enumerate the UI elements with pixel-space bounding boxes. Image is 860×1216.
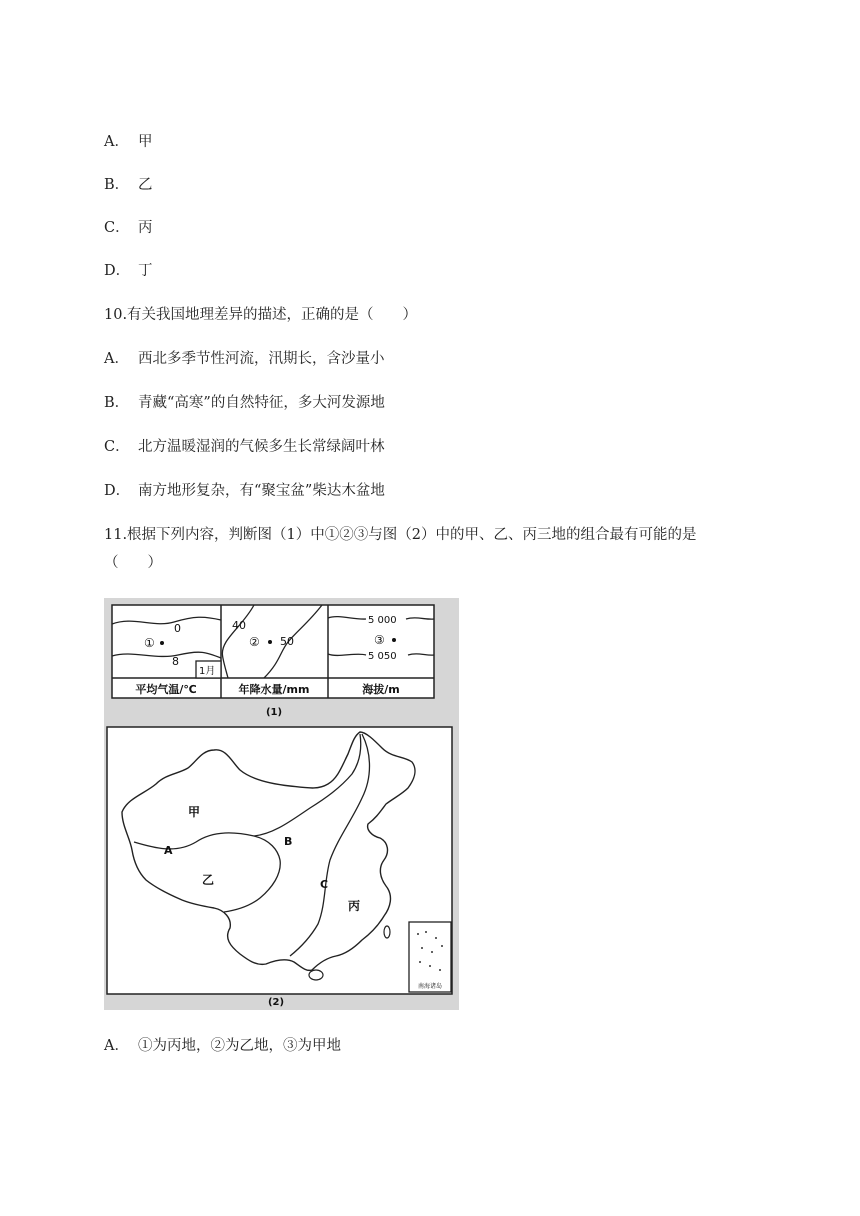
q10-option-d: D． 南方地形复杂，有“聚宝盆”柴达木盆地 (104, 483, 385, 499)
panel1-iso-top: 0 (174, 622, 181, 635)
panel3-iso-top: 5 000 (368, 615, 397, 626)
figure (104, 598, 459, 1010)
q10-option-b: B． 青藏“高寒”的自然特征，多大河发源地 (104, 395, 385, 411)
option-a: A． 甲 (104, 134, 153, 150)
figure-1 (112, 605, 434, 718)
q11-stem-line1: 11.根据下列内容，判断图（1）中①②③与图（2）中的甲、乙、丙三地的组合最有可能的是 (104, 527, 697, 543)
region-jia: 甲 (188, 805, 201, 819)
panel2-iso-left: 40 (232, 619, 246, 632)
figure2-label: (2) (267, 997, 285, 1008)
option-b: B． 乙 (104, 177, 153, 193)
region-bing: 丙 (348, 899, 361, 913)
line-label-c: C (320, 878, 329, 891)
q11-option-a: A． ①为丙地，②为乙地，③为甲地 (104, 1038, 341, 1054)
panel3-point: ③ (374, 633, 385, 647)
panel2-point: ② (249, 635, 260, 649)
panel2-iso-right: 50 (280, 635, 294, 648)
line-label-a: A (164, 844, 173, 857)
panel1-dot (160, 641, 164, 645)
option-c: C． 丙 (104, 220, 153, 236)
taiwan-island (384, 926, 390, 938)
figure1-label: (1) (265, 707, 283, 718)
region-yi: 乙 (202, 873, 215, 887)
panel1-point: ① (144, 636, 155, 650)
panel2-dot (268, 640, 272, 644)
q11-stem-line2: （ ） (104, 555, 162, 571)
figure-svg (104, 598, 459, 1010)
panel3-caption: 海拔/m (362, 683, 400, 696)
inset-box (409, 922, 451, 992)
q10-option-c: C． 北方温暖湿润的气候多生长常绿阔叶林 (104, 439, 385, 455)
line-label-b: B (284, 835, 293, 848)
panel3-dot (392, 638, 396, 642)
panel1-iso-bottom: 8 (172, 655, 179, 668)
panel3-iso-bottom: 5 050 (368, 651, 397, 662)
q10-option-a: A． 西北多季节性河流，汛期长，含沙量小 (104, 351, 385, 367)
hainan-island (309, 970, 323, 980)
inset-label: 南海诸岛 (417, 983, 443, 990)
q10-stem: 10.有关我国地理差异的描述，正确的是（ ） (104, 307, 418, 323)
panel2-caption: 年降水量/mm (238, 683, 310, 696)
figure-2 (107, 727, 452, 1008)
panel1-month: 1月 (199, 666, 216, 677)
panel1-caption: 平均气温/℃ (135, 683, 197, 696)
option-d: D． 丁 (104, 263, 153, 279)
